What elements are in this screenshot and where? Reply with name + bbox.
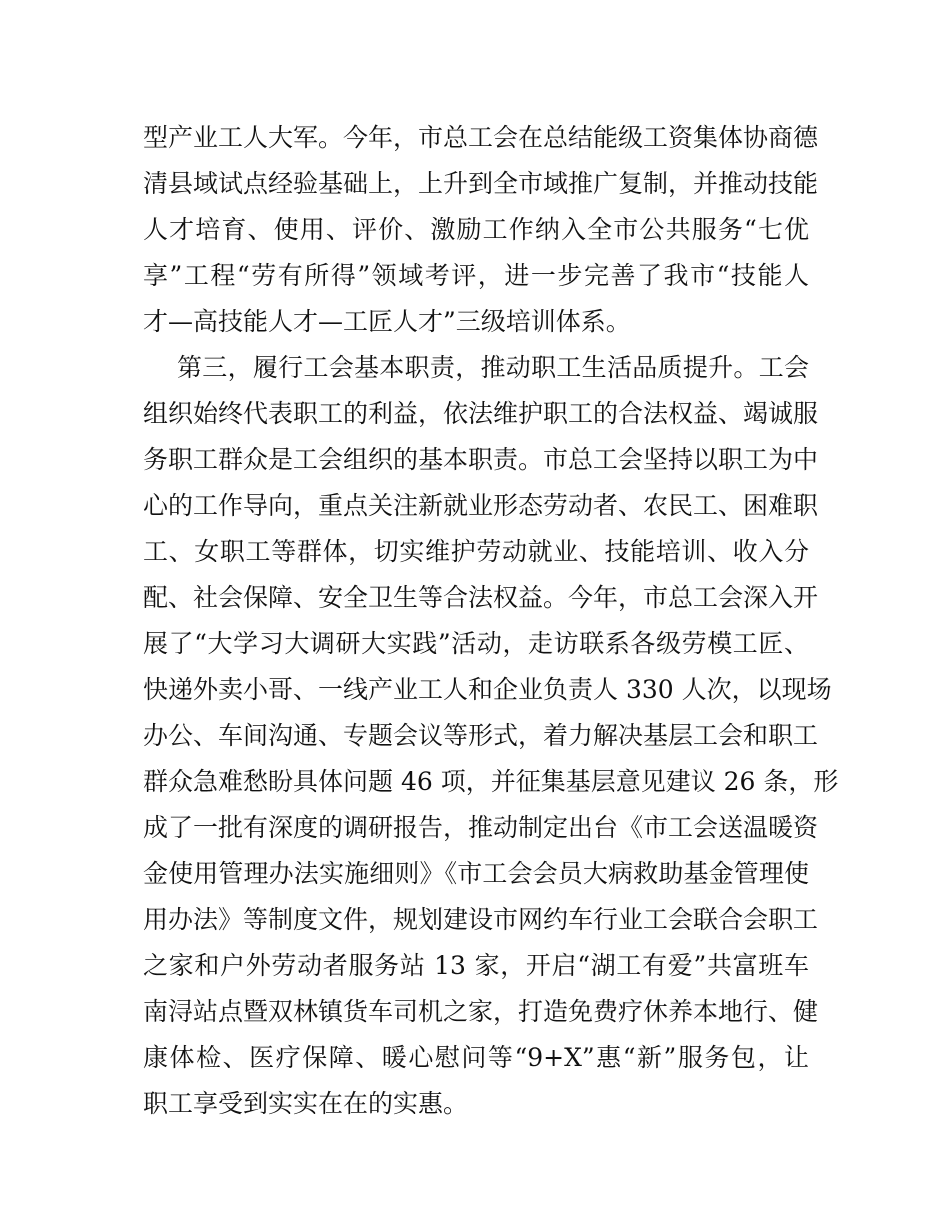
paragraph-2-line-17: 职工享受到实实在在的实惠。 (143, 1089, 469, 1118)
paragraph-1-line-4: 享”工程“劳有所得”领域考评，进一步完善了我市“技能人 (143, 261, 809, 290)
paragraph-2-line-2: 组织始终代表职工的利益，依法维护职工的合法权益、竭诚服 (143, 399, 819, 428)
paragraph-2-line-6: 配、社会保障、安全卫生等合法权益。今年，市总工会深入开 (143, 583, 819, 612)
paragraph-2-line-14: 之家和户外劳动者服务站 13 家，开启“湖工有爱”共富班车 (143, 951, 809, 980)
paragraph-2-line-8: 快递外卖小哥、一线产业工人和企业负责人 330 人次，以现场 (143, 675, 832, 704)
paragraph-1 (143, 115, 819, 345)
paragraph-2-line-16: 康体检、医疗保障、暖心慰问等“9+X”惠“新”服务包，让 (143, 1043, 809, 1072)
paragraph-2-line-11: 成了一批有深度的调研报告，推动制定出台《市工会送温暖资 (143, 813, 819, 842)
paragraph-1-line-1: 型产业工人大军。今年，市总工会在总结能级工资集体协商德 (143, 123, 819, 152)
paragraph-2-line-9: 办公、车间沟通、专题会议等形式，着力解决基层工会和职工 (143, 721, 819, 750)
paragraph-2-line-10: 群众急难愁盼具体问题 46 项，并征集基层意见建议 26 条，形 (143, 767, 839, 796)
paragraph-2-line-5: 工、女职工等群体，切实维护劳动就业、技能培训、收入分 (143, 537, 809, 566)
paragraph-1-line-3: 人才培育、使用、评价、激励工作纳入全市公共服务“七优 (143, 215, 809, 244)
paragraph-1-line-2: 清县域试点经验基础上，上升到全市域推广复制，并推动技能 (143, 169, 819, 198)
paragraph-2-line-13: 用办法》等制度文件，规划建设市网约车行业工会联合会职工 (143, 905, 819, 934)
paragraph-2 (143, 345, 839, 1127)
paragraph-2-line-12: 金使用管理办法实施细则》《市工会会员大病救助基金管理使 (143, 859, 809, 888)
paragraph-2-line-1: 第三，履行工会基本职责，推动职工生活品质提升。工会 (177, 353, 809, 382)
document-page (143, 115, 839, 1127)
paragraph-2-line-7: 展了“大学习大调研大实践”活动，走访联系各级劳模工匠、 (143, 629, 809, 658)
paragraph-2-line-4: 心的工作导向，重点关注新就业形态劳动者、农民工、困难职 (143, 491, 819, 520)
paragraph-1-line-5: 才—高技能人才—工匠人才”三级培训体系。 (143, 307, 631, 336)
paragraph-2-line-3: 务职工群众是工会组织的基本职责。市总工会坚持以职工为中 (143, 445, 819, 474)
paragraph-2-line-15: 南浔站点暨双林镇货车司机之家，打造免费疗休养本地行、健 (143, 997, 819, 1026)
